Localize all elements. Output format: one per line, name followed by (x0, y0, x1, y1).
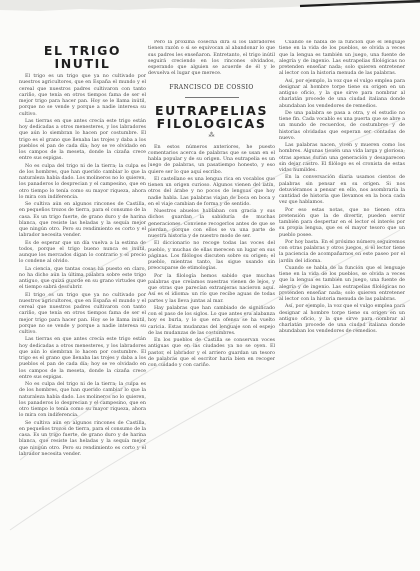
article-paragraph: Hay palabras que han cambiado de significado con el paso de los siglos. Lo que antes era alabanza hoy es burla, y lo que era ofensa se ha vuelto caricia. Estas mudanzas del lenguaje son el espejo de las mudanzas de las costumbres. (148, 305, 275, 336)
column-2 (148, 40, 275, 557)
article-paragraph: En los pueblos de Castilla se conservan voces antiguas que en las ciudades ya no se oyen. El pastor, el labrador y el arriero guardan un tesoro de palabras que el escritor haría bien en recoger con cuidado y con cariño. (148, 338, 275, 368)
article-paragraph: Cuando se habla de la función que el lenguaje tiene en la vida de los pueblos, se olvida a veces que la lengua es también un juego, una fuente de alegría y de ingenio. Las eutrapelias filológicas no pretenden enseñar nada; solo quieren entretener al lector con la historia menuda de las palabras. (279, 265, 405, 302)
column-1 (19, 40, 146, 557)
article-paragraph: Las tierras en que antes crecía este trigo están hoy dedicadas a otros menesteres, y los labradores que aún lo siembran lo hacen por costumbre. El trigo es el grano que llenaba las trojes y daba a los pueblos el pan de cada día; hoy se ve olvidado en los campos de la meseta, donde la cizaña crece entre sus espigas. (19, 337, 146, 380)
article-paragraph: Se cultiva aún en algunos rincones de Castilla, en pequeños trozos de tierra, para el consumo de la casa. Es un trigo fuerte, de grano duro y de harina blanca, que resiste las heladas y la sequía mejor que ningún otro. Pero su rendimiento es corto y el labrador necesita vender. (19, 420, 146, 457)
article-paragraph: Se cultiva aún en algunos rincones de Castilla, en pequeños trozos de tierra, para el consumo de la casa. Es un trigo fuerte, de grano duro y de harina blanca, que resiste las heladas y la sequía mejor que ningún otro. Pero su rendimiento es corto y el labrador necesita vender. (19, 202, 146, 239)
article-paragraph: El trigo es un trigo que ya no cultivado por nuestros agricultores, que en España el mundo y el cereal que nuestros padres cultivaron con tanto cariño, que tenía en otros tiempos fama de ser el mejor trigo para hacer pan. Hoy se le llama inútil, porque no se vende y porque a nadie interesa su cultivo. (19, 292, 146, 335)
article-paragraph: Así, por ejemplo, la voz que el vulgo emplea para designar al hombre torpe tiene su origen en un antiguo oficio, y la que sirve para nombrar al charlatán procede de una ciudad italiana donde abundaban los vendedores de remedios. (279, 78, 405, 109)
article-title-trigo-inutil: EL TRIGO INUTIL (43, 43, 122, 71)
column-3 (279, 40, 405, 557)
article-paragraph: Pero la próxima cosecha dirá si los labradores tienen razón o si se equivocan al abandonar lo que sus padres les enseñaron. Entretanto, el trigo inútil seguirá creciendo en los rincones olvidados, esperando que alguien se acuerde de él y le devuelva el lugar que merece. (148, 40, 275, 77)
article-paragraph: El diccionario no recoge todas las voces del pueblo, y muchas de ellas merecen un lugar en sus páginas. Los filólogos discuten sobre su origen; el pueblo, mientras tanto, las sigue usando sin preocuparse de etimologías. (148, 241, 275, 272)
article-divider (185, 97, 239, 98)
article-paragraph: Cuando se habla de la función que el lenguaje tiene en la vida de los pueblos, se olvida a veces que la lengua es también un juego, una fuente de alegría y de ingenio. Las eutrapelias filológicas no pretenden enseñar nada; solo quieren entretener al lector con la historia menuda de las palabras. (279, 40, 405, 77)
article-paragraph: No es culpa del trigo ni de la tierra; la culpa es de los hombres, que han querido cambiar lo que la naturaleza había dado. Los molineros no lo quieren, los panaderos lo desprecian y el campesino, que en otro tiempo lo tenía como su mayor riqueza, ahora lo mira con indiferencia. (19, 382, 146, 419)
title-ornament: ⁂ (208, 131, 215, 139)
article-signature: FRANCISCO DE COSSIO (169, 83, 254, 91)
article-paragraph: Es de esperar que un día vuelva a la estima de todos, porque el trigo bueno nunca es inútil, aunque los mercados digan lo contrario y el precio lo condene al olvido. (19, 240, 146, 265)
article-paragraph: Las palabras nacen, viven y mueren como los hombres. Algunas tienen una vida larga y gloriosa; otras apenas duran una generación y desaparecen sin dejar rastro. El filólogo es el cronista de estas vidas humildes. (279, 143, 405, 173)
torn-top-edge (0, 0, 420, 16)
article-paragraph: El castellano es una lengua rica en vocablos que tienen un origen curioso. Algunos vienen del latín, otros del árabe y no pocos de lenguas que hoy nadie habla. Las palabras viajan de boca en boca y en el viaje cambian de forma y de sentido. (148, 176, 275, 207)
article-paragraph: En estos números anteriores, he puesto comentarios acerca de palabras que se usan en el habla popular y de su origen. Una eutrapelia es un juego de palabras, un pasatiempo honesto, y eso quiere ser lo que aquí escribo. (148, 144, 275, 175)
article-paragraph: De una palabra se pasa a otra, y el estudio no tiene fin. Cada vocablo es una puerta que se abre a un mundo de recuerdos, de costumbres y de historias olvidadas que esperan ser contadas de nuevo. (279, 110, 405, 141)
article-paragraph: No es culpa del trigo ni de la tierra; la culpa es de los hombres, que han querido cambiar lo que la naturaleza había dado. Los molineros no lo quieren, los panaderos lo desprecian y el campesino, que en otro tiempo lo tenía como su mayor riqueza, ahora lo mira con indiferencia. (19, 163, 146, 200)
article-paragraph: El trigo es un trigo que ya no cultivado por nuestros agricultores, que en España el mundo y el cereal que nuestros padres cultivaron con tanto cariño, que tenía en otros tiempos fama de ser el mejor trigo para hacer pan. Hoy se le llama inútil, porque no se vende y porque a nadie interesa su cultivo. (19, 74, 146, 117)
article-paragraph: La ciencia, que tantas cosas ha puesto en claro, no ha dicho aún la última palabra sobre este trigo antiguo, que quizá guarde en su grano virtudes que el tiempo sabrá descubrir. (19, 266, 146, 291)
article-title-eutrapelias: EUTRAPELIAS FILOLOGICAS (154, 102, 269, 131)
article-paragraph: En la conversación diaria usamos cientos de palabras sin pensar en su origen. Si nos detuviéramos a pensar en ello, nos asombraría la cantidad de historia que llevamos en la boca cada vez que hablamos. (279, 175, 405, 206)
article-paragraph: Por hoy basta. En el próximo número seguiremos con otras palabras y otros juegos, si el lector tiene la paciencia de acompañarnos en este paseo por el jardín del idioma. (279, 239, 405, 264)
article-paragraph: Así, por ejemplo, la voz que el vulgo emplea para designar al hombre torpe tiene su origen en un antiguo oficio, y la que sirve para nombrar al charlatán procede de una ciudad italiana donde abundaban los vendedores de remedios. (279, 304, 405, 335)
article-paragraph: Las tierras en que antes crecía este trigo están hoy dedicadas a otros menesteres, y los labradores que aún lo siembran lo hacen por costumbre. El trigo es el grano que llenaba las trojes y daba a los pueblos el pan de cada día; hoy se ve olvidado en los campos de la meseta, donde la cizaña crece entre sus espigas. (19, 118, 146, 162)
article-paragraph: Por la filología hemos sabido que muchas palabras que creíamos nuestras vienen de lejos, y que otras que parecían extranjeras nacieron aquí. Así es el idioma: un río que recibe aguas de todas partes y las lleva juntas al mar. (148, 273, 275, 304)
article-paragraph: Por eso estas notas, que no tienen otra pretensión que la de divertir, pueden servir también para despertar en el lector el interés por su propia lengua, que es el mayor tesoro que un pueblo posee. (279, 207, 405, 238)
article-paragraph: Nuestros abuelos hablaban con gracia y sus dichos guardan la sabiduría de muchas generaciones. Conviene recogerlos antes de que se pierdan, porque con ellos se va una parte de nuestra historia y de nuestro modo de ser. (148, 209, 275, 239)
